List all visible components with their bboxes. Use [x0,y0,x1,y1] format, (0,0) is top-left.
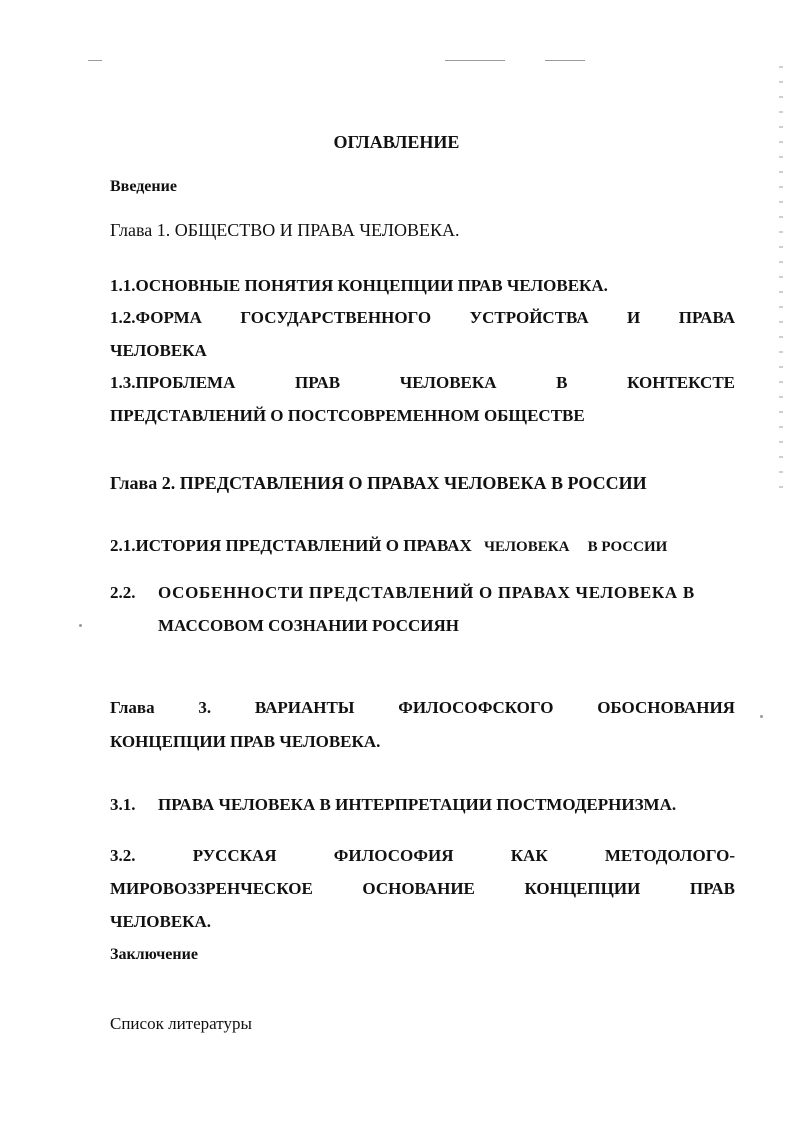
chapter-3-word: ФИЛОСОФСКОГО [398,698,554,717]
toc-chapter-3-line-1 [110,698,735,718]
scan-edge-artifact [779,60,783,500]
section-1-3-word: В [556,373,568,392]
scan-speck [88,60,102,61]
section-1-3-word: КОНТЕКСТЕ [627,373,735,392]
section-2-1-part-b: ЧЕЛОВЕКА [484,539,570,555]
toc-introduction: Введение [110,178,177,195]
section-2-1-part-c: В РОССИИ [587,539,668,555]
chapter-3-word: ОБОСНОВАНИЯ [597,698,735,717]
section-1-3-word: ПРАВ [295,373,341,392]
chapter-3-word: 3. [198,698,212,717]
section-3-2-word: КАК [510,846,548,865]
section-3-2-word: РУССКАЯ [192,846,277,865]
toc-section-2-2-line-2: МАССОВОМ СОЗНАНИИ РОССИЯН [158,616,459,635]
section-1-2-word: УСТРОЙСТВА [469,308,589,327]
section-3-2-word: ФИЛОСОФИЯ [333,846,454,865]
section-1-2-word: ГОСУДАРСТВЕННОГО [240,308,432,327]
section-2-1-part-a: 2.1.ИСТОРИЯ ПРЕДСТАВЛЕНИЙ О ПРАВАХ [110,536,472,555]
toc-section-1-1: 1.1.ОСНОВНЫЕ ПОНЯТИЯ КОНЦЕПЦИИ ПРАВ ЧЕЛОВЕКА. [110,276,608,295]
toc-section-3-2-line-1 [110,846,735,866]
toc-section-1-2-line-1 [110,308,735,328]
toc-chapter-2: Глава 2. ПРЕДСТАВЛЕНИЯ О ПРАВАХ ЧЕЛОВЕКА В РОССИИ [110,473,647,493]
chapter-3-word: Глава [110,698,155,717]
toc-section-1-3-line-2: ПРЕДСТАВЛЕНИЙ О ПОСТСОВРЕМЕННОМ ОБЩЕСТВЕ [110,406,585,425]
toc-conclusion: Заключение [110,946,198,963]
toc-section-3-1-text: ПРАВА ЧЕЛОВЕКА В ИНТЕРПРЕТАЦИИ ПОСТМОДЕРНИЗМА. [158,795,677,814]
toc-section-1-2-line-2: ЧЕЛОВЕКА [110,341,207,360]
toc-section-3-2-line-3: ЧЕЛОВЕКА. [110,912,212,931]
section-1-2-word: ПРАВА [678,308,735,327]
toc-title: ОГЛАВЛЕНИЕ [333,132,460,152]
chapter-3-word: ВАРИАНТЫ [254,698,355,717]
section-3-2-word: МИРОВОЗЗРЕНЧЕСКОЕ [110,879,313,898]
scan-speck [445,60,505,61]
chapter-1-title: Глава 1. ОБЩЕСТВО И ПРАВА ЧЕЛОВЕКА. [110,220,460,240]
section-3-2-word: ПРАВ [689,879,735,898]
toc-section-3-2-line-2 [110,879,735,899]
toc-section-2-2-number: 2.2. [110,583,136,602]
scan-speck [79,624,82,627]
scan-speck [760,715,763,718]
section-1-2-word: И [627,308,641,327]
toc-chapter-1 [110,220,460,241]
scan-speck [545,60,585,61]
toc-section-2-1 [110,536,667,556]
toc-section-1-3-line-1 [110,373,735,393]
toc-section-3-1-number: 3.1. [110,795,136,814]
toc-section-2-2-line-1: ОСОБЕННОСТИ ПРЕДСТАВЛЕНИЙ О ПРАВАХ ЧЕЛОВЕКА В [158,583,695,602]
section-3-2-word: 3.2. [110,846,136,865]
toc-bibliography: Список литературы [110,1014,252,1033]
section-1-2-word: 1.2.ФОРМА [110,308,202,327]
toc-chapter-3-line-2: КОНЦЕПЦИИ ПРАВ ЧЕЛОВЕКА. [110,732,381,751]
section-3-2-word: МЕТОДОЛОГО- [604,846,735,865]
section-1-3-word: ЧЕЛОВЕКА [399,373,497,392]
section-1-3-word: 1.3.ПРОБЛЕМА [110,373,236,392]
section-3-2-word: ОСНОВАНИЕ [362,879,475,898]
section-3-2-word: КОНЦЕПЦИИ [524,879,641,898]
